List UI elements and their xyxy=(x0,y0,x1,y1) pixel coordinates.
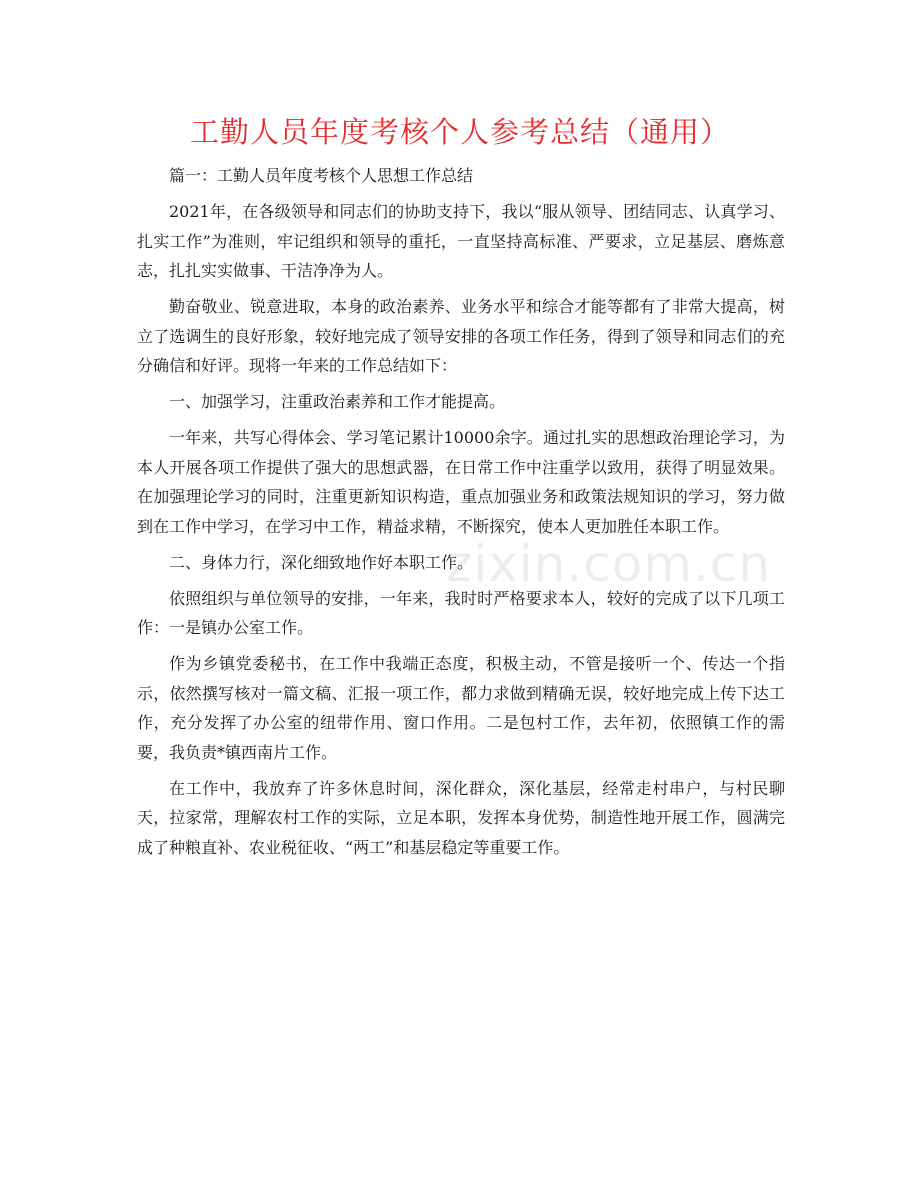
section-heading-study: 一、加强学习，注重政治素养和工作才能提高。 xyxy=(169,392,506,411)
body-paragraph: 作为乡镇党委秘书，在工作中我端正态度，积极主动，不管是接听一个、传达一个指示，依然撰写核对一篇文稿、汇报一项工作，都力求做到精确无误，较好地完成上传下达工作，充分发挥了办公室的纽带作用、窗口作用。二是包村工作，去年初，依照镇工作的需要，我负责*镇西南片工作。 xyxy=(137,654,785,762)
body-paragraph: 在工作中，我放弃了许多休息时间，深化群众，深化基层，经常走村串户，与村民聊天，拉家常，理解农村工作的实际，立足本职，发挥本身优势，制造性地开展工作，圆满完成了种粮直补、农业税征收、“两工”和基层稳定等重要工作。 xyxy=(137,778,785,857)
watermark: zixin.com.cn xyxy=(446,535,772,593)
body-paragraph: 勤奋敬业、锐意进取，本身的政治素养、业务水平和综合才能等都有了非常大提高，树立了选调生的良好形象，较好地完成了领导安排的各项工作任务，得到了领导和同志们的充分确信和好评。现将一年来的工作总结如下： xyxy=(137,297,785,375)
document-title: 工勤人员年度考核个人参考总结（通用） xyxy=(189,115,730,149)
body-paragraph: 依照组织与单位领导的安排，一年来，我时时严格要求本人，较好的完成了以下几项工作：一是镇办公室工作。 xyxy=(137,588,785,637)
body-paragraph: 2021年，在各级领导和同志们的协助支持下，我以“服从领导、团结同志、认真学习、扎实工作”为准则，牢记组织和领导的重托，一直坚持高标准、严要求，立足基层、磨炼意志，扎扎实实做事、干洁净净为人。 xyxy=(137,202,785,280)
document-body xyxy=(137,161,785,869)
section-heading-duties: 二、身体力行，深化细致地作好本职工作。 xyxy=(169,552,474,572)
section-heading-part-one: 篇一：工勤人员年度考核个人思想工作总结 xyxy=(169,166,474,185)
body-paragraph: 一年来，共写心得体会、学习笔记累计10000余字。通过扎实的思想政治理论学习，为本人开展各项工作提供了强大的思想武器，在日常工作中注重学以致用，获得了明显效果。在加强理论学习的同时，注重更新知识构造，重点加强业务和政策法规知识的学习，努力做到在工作中学习，在学习中工作，精益求精，不断探究，使本人更加胜任本职工作。 xyxy=(137,428,785,536)
